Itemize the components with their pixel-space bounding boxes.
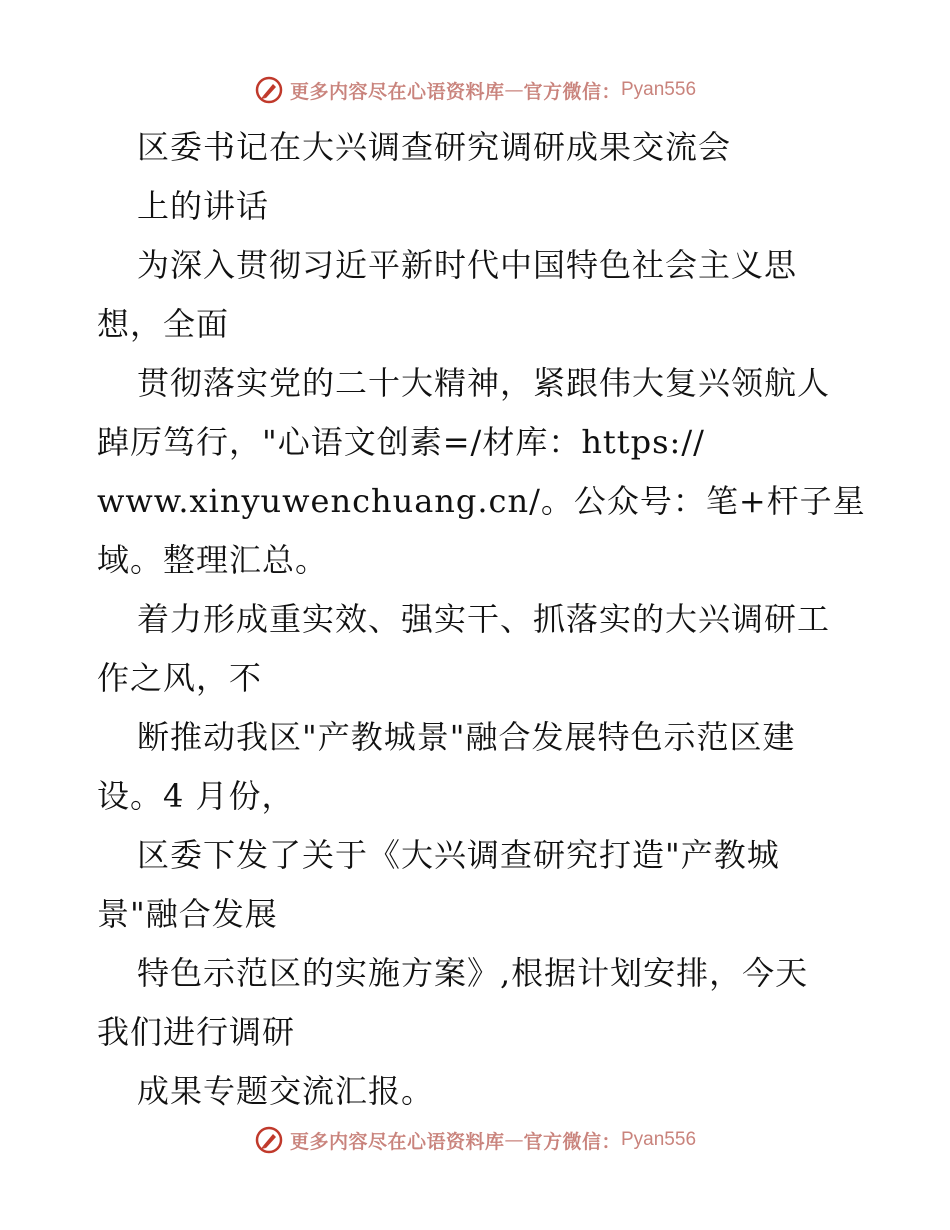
pen-logo-icon (254, 1125, 284, 1155)
doc-line: 踔厉笃行，"心语文创素=/材库：https:// (97, 423, 705, 461)
doc-line: 上的讲话 (137, 187, 270, 225)
doc-line: 为深入贯彻习近平新时代中国特色社会主义思 (137, 246, 798, 284)
pen-logo-icon (254, 75, 284, 105)
doc-line: 区委书记在大兴调查研究调研成果交流会 (137, 128, 732, 166)
doc-line: www.xinyuwenchuang.cn/。公众号：笔+杆子星 (97, 482, 866, 520)
banner-title: 更多内容尽在心语资料库 (289, 1130, 505, 1153)
banner-wechat-label: 官方微信： (523, 1130, 621, 1153)
document-body (97, 118, 877, 1121)
doc-line: 着力形成重实效、强实干、抓落实的大兴调研工 (137, 600, 831, 638)
doc-line: 特色示范区的实施方案》,根据计划安排，今天 (137, 954, 809, 992)
doc-line: 景"融合发展 (97, 895, 278, 933)
doc-line: 区委下发了关于《大兴调查研究打造"产教城 (137, 836, 780, 874)
banner-handle: Pyan556 (621, 79, 697, 100)
doc-line: 断推动我区"产教城景"融合发展特色示范区建 (137, 718, 796, 756)
doc-line: 贯彻落实党的二十大精神，紧跟伟大复兴领航人 (137, 364, 831, 402)
banner-handle: Pyan556 (621, 1129, 697, 1150)
doc-line: 想，全面 (97, 305, 230, 343)
doc-line: 我们进行调研 (97, 1013, 296, 1051)
footer-banner (0, 1120, 950, 1160)
banner-separator: — (504, 1129, 524, 1151)
banner-wechat-label: 官方微信： (523, 80, 621, 103)
banner-title: 更多内容尽在心语资料库 (289, 80, 505, 103)
doc-line: 成果专题交流汇报。 (137, 1072, 435, 1110)
header-banner (0, 70, 950, 110)
doc-line: 作之风，不 (97, 659, 263, 697)
doc-line: 域。整理汇总。 (97, 541, 329, 579)
doc-line: 设。4 月份， (97, 777, 295, 815)
banner-separator: — (504, 79, 524, 101)
